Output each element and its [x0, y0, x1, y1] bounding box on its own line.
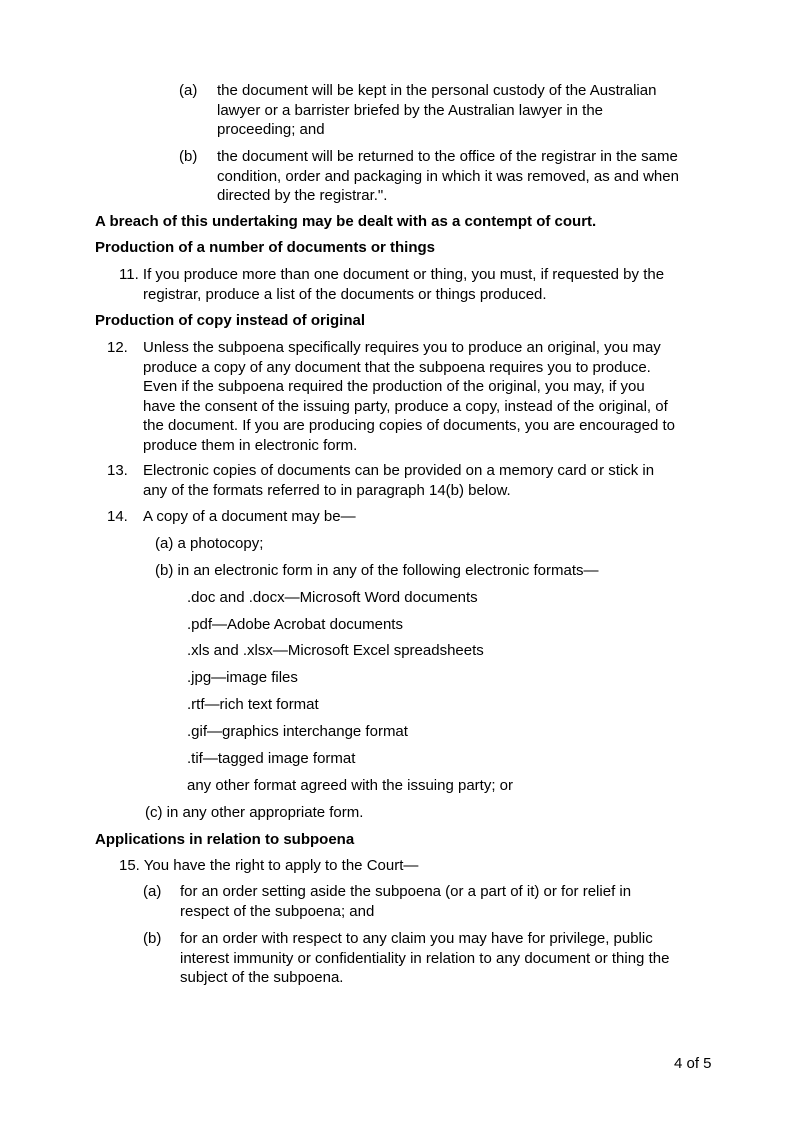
breach-warning: A breach of this undertaking may be dealt with as a contempt of court. [95, 213, 597, 230]
heading-number-of-documents: Production of a number of documents or things [95, 239, 435, 256]
item-b-label: (b) [179, 148, 198, 165]
format-item: .jpg—image files [187, 669, 298, 686]
para-14-sub-c: (c) in any other appropriate form. [145, 804, 364, 821]
para-13-number: 13. [107, 462, 128, 479]
format-item: any other format agreed with the issuing party; or [187, 777, 514, 794]
para-12-line-5: the document. If you are producing copies of documents, you are encouraged to [143, 417, 676, 434]
para-12-line-4: have the consent of the issuing party, produce a copy, instead of the original, of [143, 397, 668, 415]
para-13-line-1: Electronic copies of documents can be provided on a memory card or stick in [143, 462, 655, 479]
item-b-line-3: directed by the registrar.". [217, 187, 388, 204]
para-15-a-line-2: respect of the subpoena; and [180, 902, 375, 920]
para-14-sub-b: (b) in an electronic form in any of the following electronic formats— [155, 562, 599, 579]
item-b-line-2: condition, order and packaging in which it was removed, as and when [217, 167, 679, 185]
format-item: .rtf—rich text format [187, 696, 319, 713]
para-11-line-2: registrar, produce a list of the documents or things produced. [143, 285, 547, 303]
para-12-line-3: Even if the subpoena required the production of the original, you may, if you [143, 378, 645, 395]
format-item: .xls and .xlsx—Microsoft Excel spreadsheets [187, 642, 484, 659]
format-item: .pdf—Adobe Acrobat documents [187, 616, 403, 633]
para-13-line-2: any of the formats referred to in paragraph 14(b) below. [143, 481, 511, 499]
para-14-sub-a: (a) a photocopy; [155, 535, 264, 552]
item-a-line-1: the document will be kept in the personal custody of the Australian [217, 82, 657, 99]
item-a-line-2: lawyer or a barrister briefed by the Australian lawyer in the [217, 101, 604, 119]
page-number: 4 of 5 [674, 1055, 712, 1072]
para-14-number: 14. [107, 508, 128, 525]
format-item: .gif—graphics interchange format [187, 723, 408, 740]
item-b-line-1: the document will be returned to the office of the registrar in the same [217, 148, 678, 165]
heading-copy-instead-of-original: Production of copy instead of original [95, 312, 366, 329]
para-15-b-label: (b) [143, 930, 162, 947]
item-a-line-3: proceeding; and [217, 121, 325, 138]
para-12-number: 12. [107, 339, 128, 356]
item-a-label: (a) [179, 82, 198, 99]
format-item: .doc and .docx—Microsoft Word documents [187, 589, 478, 606]
heading-applications: Applications in relation to subpoena [95, 831, 355, 848]
para-11-line-1: 11. If you produce more than one document or thing, you must, if requested by the [119, 266, 665, 283]
para-15-a-label: (a) [143, 883, 162, 900]
format-item: .tif—tagged image format [187, 750, 356, 767]
para-15-text: 15. You have the right to apply to the Court— [119, 857, 419, 874]
para-14-text: A copy of a document may be— [143, 508, 356, 525]
para-15-b-line-3: subject of the subpoena. [180, 969, 344, 986]
para-15-b-line-1: for an order with respect to any claim you may have for privilege, public [180, 930, 653, 947]
para-12-line-2: produce a copy of any document that the subpoena requires you to produce. [143, 358, 651, 376]
para-15-a-line-1: for an order setting aside the subpoena (or a part of it) or for relief in [180, 883, 632, 900]
para-12-line-6: produce them in electronic form. [143, 436, 358, 454]
para-15-b-line-2: interest immunity or confidentiality in relation to any document or thing the [180, 949, 670, 967]
para-12-line-1: Unless the subpoena specifically requires you to produce an original, you may [143, 339, 661, 356]
